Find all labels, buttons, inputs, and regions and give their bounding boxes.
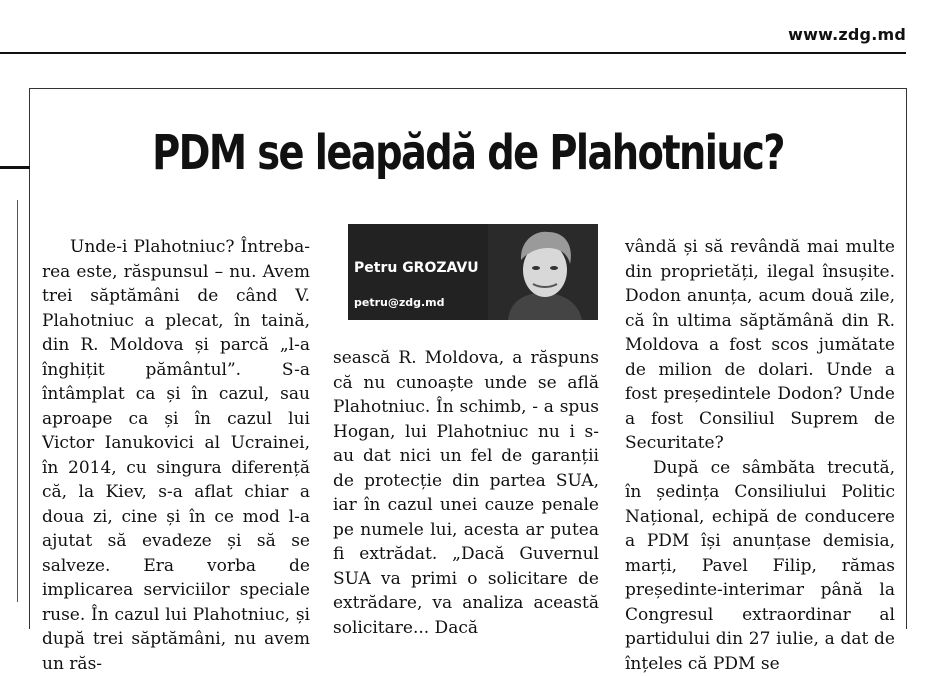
article-column-2 — [333, 346, 599, 640]
left-accent-bar — [0, 166, 30, 169]
site-url: www.zdg.md — [788, 25, 906, 44]
article-column-3 — [625, 235, 895, 676]
headline: PDM se leapădă de Plahotniuc? — [118, 117, 819, 189]
left-column-rule — [17, 200, 18, 602]
author-name: Petru GROZAVU — [354, 260, 479, 276]
column-2-paragraph-1: sească R. Moldova, a răspuns că nu cunoaște unde se află Plahotniuc. În schimb, - a spus Hogan, lui Plahotniuc nu i s-au dat nici un fel de garanții de protecție din partea SUA, iar în cazul unei cauze penale pe numele lui, acesta ar putea fi extrădat. „Dacă Guvernul SUA va primi o solicitare de extrădare, va analiza această solicitare... Dacă — [333, 346, 599, 640]
author-email: petru@zdg.md — [354, 296, 445, 309]
article-column-1 — [42, 235, 310, 676]
author-portrait — [488, 224, 598, 320]
top-rule — [0, 52, 906, 54]
column-3-paragraph-2: După ce sâmbăta trecută, în ședința Consiliului Politic Național, echipă de conducere a PDM își anunțase demisia, marți, Pavel Filip, rămas președinte-interimar până la Congresul extraordinar al partidului din 27 iulie, a dat de înțeles că PDM se — [625, 456, 895, 676]
column-3-paragraph-1: vândă și să revândă mai multe din proprietăți, ilegal însușite. Dodon anunța, acum două zile, că în ultima săptămână din R. Moldova a fost scos jumătate de milion de dolari. Unde a fost președintele Dodon? Unde a fost Consiliul Suprem de Securitate? — [625, 235, 895, 456]
column-1-paragraph-1: Unde-i Plahotniuc? Întreba-rea este, răspunsul – nu. Avem trei săptămâni de când V. Plahotniuc a plecat, în taină, din R. Moldova și parcă „l-a înghițit pământul”. S-a întâmplat ca și în cazul, sau aproape ca și în cazul lui Victor Ianukovici al Ucrainei, în 2014, cu singura diferență că, la Kiev, s-a aflat chiar a doua zi, cine și în ce mod l-a ajutat să evadeze și să se salveze. Era vorba de implicarea serviciilor speciale ruse. În cazul lui Plahotniuc, și după trei săptămâni, nu avem un răs- — [42, 235, 310, 676]
author-box — [348, 224, 598, 320]
